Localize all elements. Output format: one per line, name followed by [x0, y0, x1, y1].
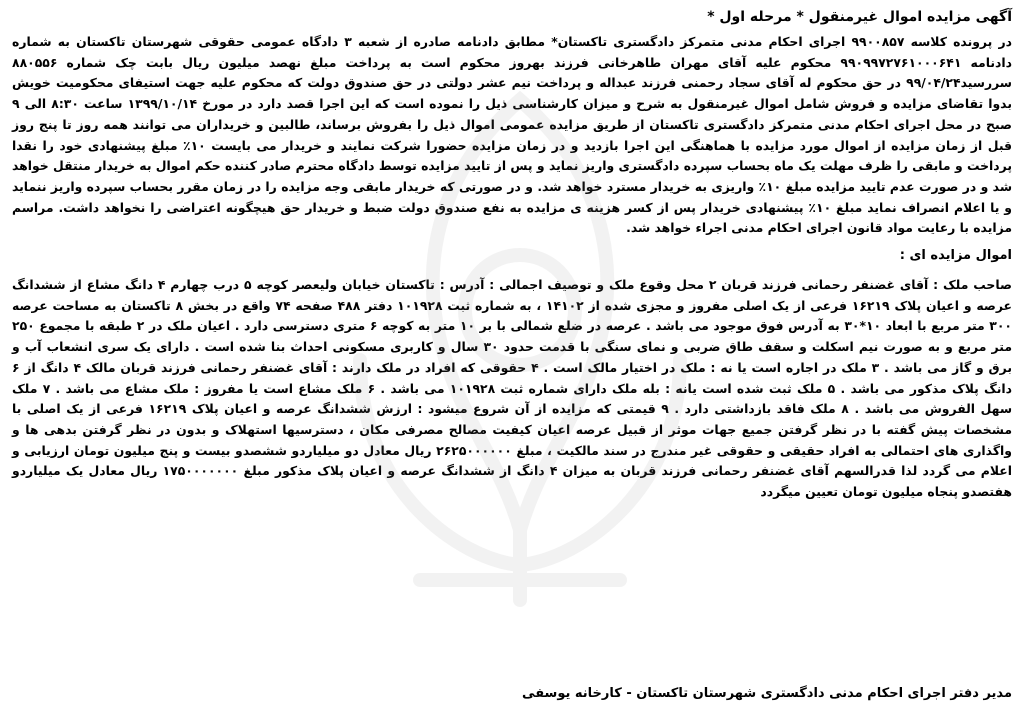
- notice-title: آگهی مزایده اموال غیرمنقول * مرحله اول *: [707, 9, 1012, 25]
- intro-paragraph: در پرونده کلاسه ۹۹۰۰۸۵۷ اجرای احکام مدنی متمرکز دادگستری تاکستان* مطابق دادنامه صادره از شعبه ۳ دادگاه عمومی حقوقی شهرستان تاکستان به شماره دادنامه ۹۹۰۹۹۷۲۷۶۱۰۰۰۶۴۱ محکوم علیه آقای مهران طاهرخانی فرزند بهروز محکوم است به پرداخت مبلغ نهصد میلیون ریال بابت چک شماره ۸۸۰۵۵۶ سررسید۹۹/۰۴/۲۴ در حق محکوم له آقای سجاد رحمنی فرزند عبداله و پرداخت نیم عشر دولتی در حق صندوق دولت که محکوم علیه جهت استیفای محکومیت خویش بدوا تقاضای مزایده و فروش شامل اموال غیرمنقول به شرح و میزان کارشناسی ذیل را نموده است که این اجرا قصد دارد در مورخ ۱۳۹۹/۱۰/۱۴ ساعت ۸:۳۰ الی ۹ صبح در محل اجرای احکام مدنی متمرکز دادگستری تاکستان از طریق مزایده عمومی اموال ذیل را بفروش برساند، طالبین و خریداران می توانند همه روز تا پنج روز قبل از زمان مزایده از اموال مورد مزایده با هماهنگی این اجرا بازدید و در زمان مزایده حضورا شرکت نمایند و خریدار می بایست ۱۰٪ مبلغ پیشنهادی خود را نقدا پرداخت و مابقی را ظرف مهلت یک ماه بحساب سپرده دادگستری واریز نماید و پس از تایید مزایده توسط دادگاه محترم صادر کننده حکم اموال به خریدار منتقل خواهد شد و در صورت عدم تایید مزایده مبلغ ۱۰٪ واریزی به خریدار مسترد خواهد شد. و در صورتی که خریدار مابقی وجه مزایده را در زمان مقرر بحساب سپرده واریز ننماید و یا اعلام انصراف نماید مبلغ ۱۰٪ پیشنهادی خریدار پس از کسر هزینه ی مزایده به نفع صندوق دولت ضبط و خریدار حق هیچگونه اعتراضی را نخواهد داشت. مراسم مزایده با رعایت مواد قانون اجرای احکام مدنی اجراء خواهد شد.: [12, 34, 1013, 236]
- property-section-heading: اموال مزایده ای :: [899, 248, 1012, 264]
- property-description-paragraph: صاحب ملک : آقای غضنفر رحمانی فرزند قربان ۲ محل وقوع ملک و توصیف اجمالی : آدرس : تاکستان خیابان ولیعصر کوچه ۵ درب چهارم ۴ دانگ مشاع از ششدانگ عرصه و اعیان پلاک ۱۶۲۱۹ فرعی از یک اصلی مفروز و مجزی شده از ۱۴۱۰۲ ، به شماره ثبت ۱۰۱۹۲۸ دفتر ۴۸۸ صفحه ۷۴ واقع در بخش ۸ تاکستان به مساحت عرصه ۳۰۰ متر مربع با ابعاد ۱۰*۳۰ به آدرس فوق موجود می باشد . عرصه در ضلع شمالی با بر ۱۰ متر به کوچه ۶ متری دسترسی دارد . اعیان ملک در ۲ طبقه با مجموع ۲۵۰ متر مربع و به صورت نیم اسکلت و سقف طاق ضربی و نمای سنگی با قدمت حدود ۳۰ سال و کاربری مسکونی احداث بنا شده است . دارای یک سری انشعاب آب و برق و گاز می باشد . ۳ ملک در اجاره است یا نه : ملک در اختیار مالک است . ۴ حقوقی که افراد در ملک دارند : آقای غضنفر رحمانی فرزند قربان مالک ۴ دانگ از ۶ دانگ پلاک مذکور می باشد . ۵ ملک ثبت شده است یانه : بله ملک دارای شماره ثبت ۱۰۱۹۲۸ می باشد . ۶ ملک مشاع است یا مفروز : ملک مشاع می باشد . ۷ ملک سهل الفروش می باشد . ۸ ملک فاقد بازداشتی دارد . ۹ قیمتی که مزایده از آن شروع میشود : ارزش ششدانگ عرصه و اعیان پلاک ۱۶۲۱۹ فرعی از یک اصلی با مشخصات پیش گفته با در نظر گرفتن جمیع جهات موثر از قبیل عرصه اعیان کیفیت مصالح مصرفی مکان ، دسترسیها استهلاک و بدون در نظر گرفتن بدهی ها و واگذاری های احتمالی به افراد حقیقی و حقوقی غیر مندرج در سند مالکیت ، مبلغ ۲۶۲۵۰۰۰۰۰۰ ریال معادل دو میلیاردو ششصدو بیست و پنج میلیون تومان ارزیابی و اعلام می گردد لذا قدرالسهم آقای غضنفر رحمانی فرزند قربان به میزان ۴ دانگ از ششدانگ عرصه و اعیان پلاک مذکور مبلغ ۱۷۵۰۰۰۰۰۰۰ ریال معادل یک میلیاردو هفتصدو پنجاه میلیون تومان تعیین میگردد: [12, 277, 1013, 500]
- signature-line: مدیر دفتر اجرای احکام مدنی دادگستری شهرستان تاکستان - کارخانه یوسفی: [522, 686, 1012, 701]
